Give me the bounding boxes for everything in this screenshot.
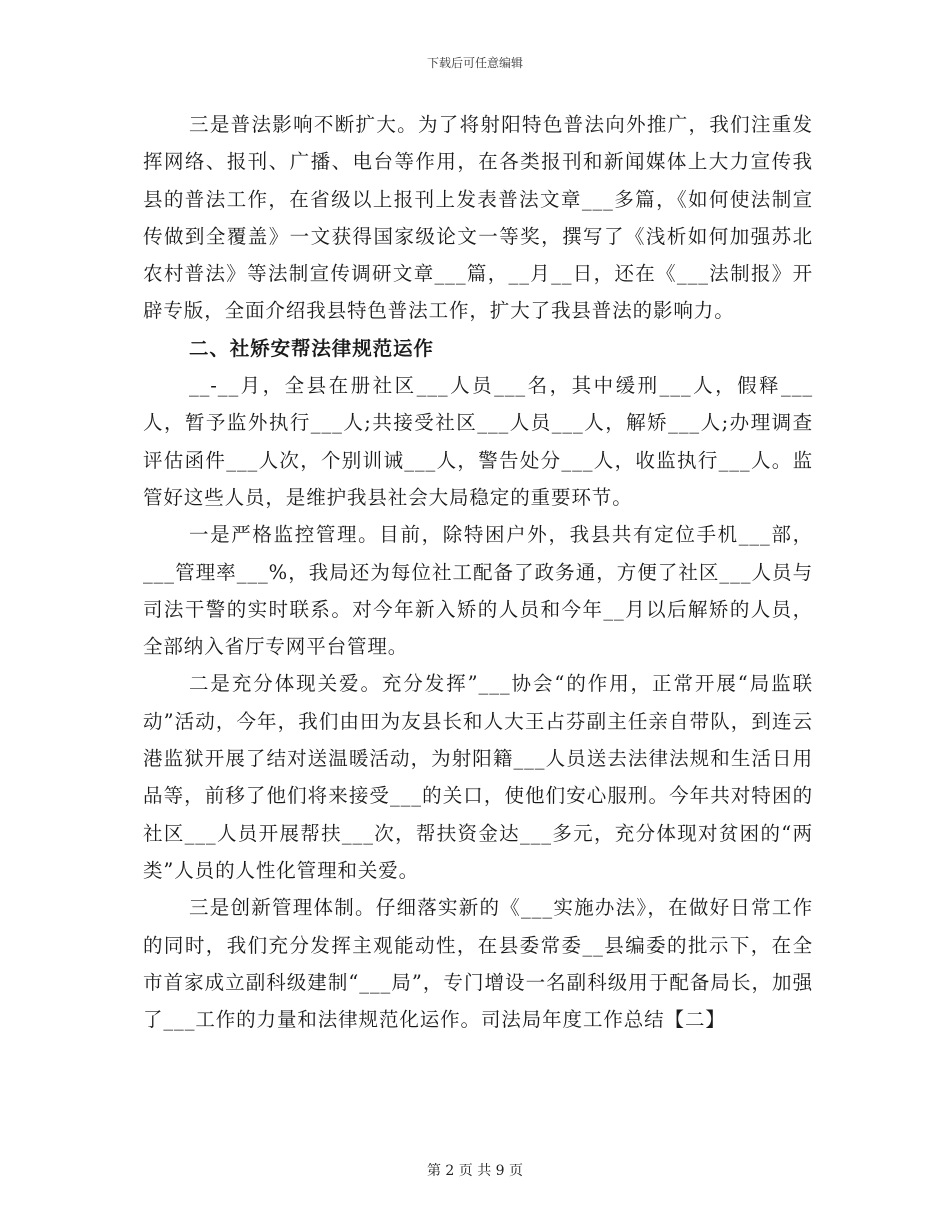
paragraph-statistics: __-__月，全县在册社区___人员___名，其中缓刑___人，假释___人，暂予监外执行___人;共接受社区___人员___人，解矫___人;办理调查评估函件___人次，个别训诫___人，警告处分___人，收监执行___人。监管好这些人员，是维护我县社会大局稳定的重要环节。 (143, 374, 813, 509)
paragraph-management: 三是创新管理体制。仔细落实新的《___实施办法》，在做好日常工作的同时，我们充分发挥主观能动性，在县委常委__县编委的批示下，在全市首家成立副科级建制“___局”，专门增设一名副科级用于配备局长，加强了___工作的力量和法律规范化运作。司法局年度工作总结【二】 (143, 896, 813, 1032)
section-heading: 二、社矫安帮法律规范运作 (189, 336, 434, 360)
page-header-note: 下载后可任意编辑 (426, 56, 523, 70)
paragraph-care: 二是充分体现关爱。充分发挥”___协会“的作用，正常开展“局监联动”活动，今年，我们由田为友县长和人大王占芬副主任亲自带队，到连云港监狱开展了结对送温暖活动，为射阳籍___人员送去法律法规和生活日用品等，前移了他们将来接受___的关口，使他们安心服刑。今年共对特困的社区___人员开展帮扶___次，帮扶资金达___多元，充分体现对贫困的“两类”人员的人性化管理和关爱。 (143, 672, 813, 882)
page-number: 第 2 页 共 9 页 (426, 1163, 524, 1179)
paragraph-monitoring: 一是严格监控管理。目前，除特困户外，我县共有定位手机___部，___管理率___%，我局还为每位社工配备了政务通，方便了社区___人员与司法干警的实时联系。对今年新入矫的人员和今年__月以后解矫的人员，全部纳入省厅专网平台管理。 (143, 523, 813, 659)
document-body (143, 106, 813, 1038)
paragraph-publicity: 三是普法影响不断扩大。为了将射阳特色普法向外推广，我们注重发挥网络、报刊、广播、电台等作用，在各类报刊和新闻媒体上大力宣传我县的普法工作，在省级以上报刊上发表普法文章___多篇，《如何使法制宣传做到全覆盖》一文获得国家级论文一等奖，撰写了《浅析如何加强苏北农村普法》等法制宣传调研文章___篇，__月__日，还在《___法制报》开辟专版，全面介绍我县特色普法工作，扩大了我县普法的影响力。 (143, 113, 813, 323)
